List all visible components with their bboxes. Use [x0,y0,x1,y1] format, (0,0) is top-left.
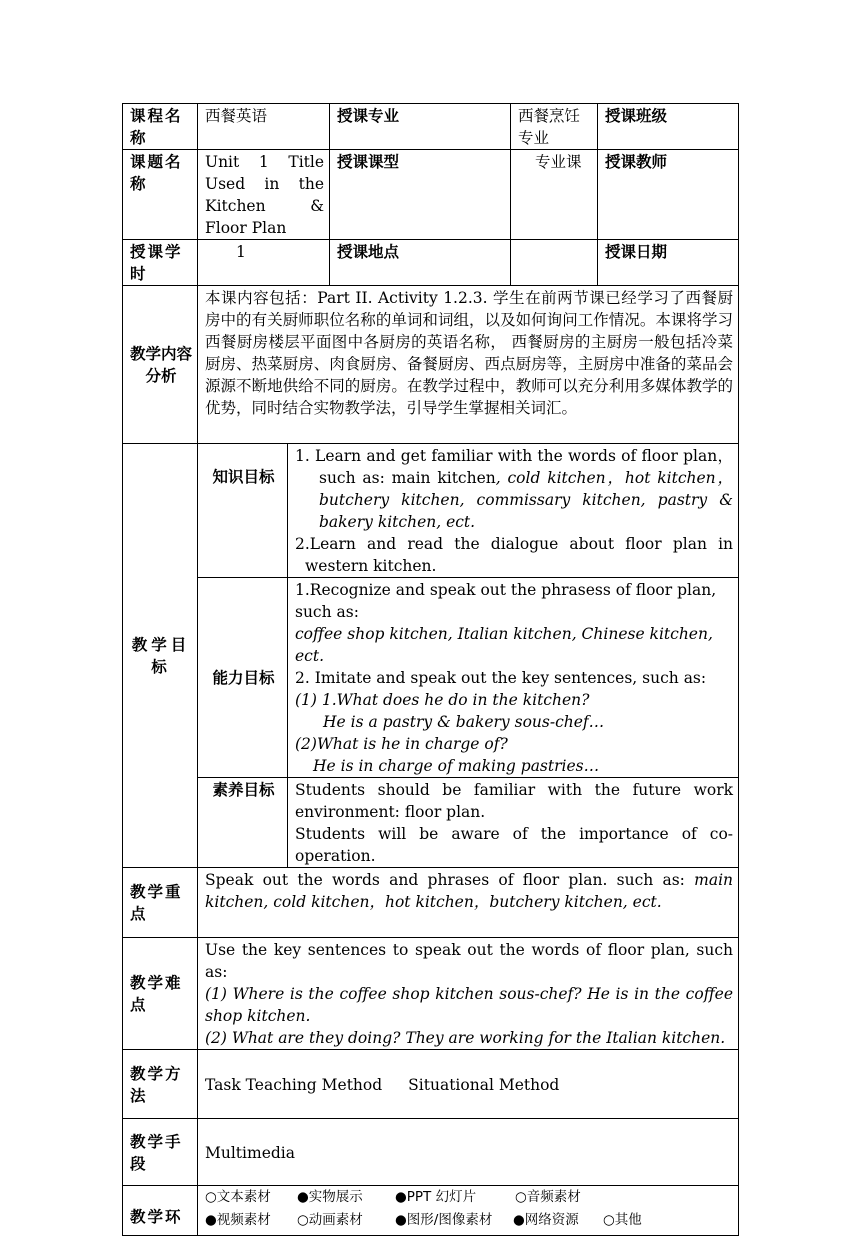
class-label: 授课班级 [598,104,739,150]
environment-row-1 [205,1186,733,1209]
env-option-ppt: ●PPT 幻灯片 [395,1189,477,1205]
content-analysis-text: 本课内容包括：Part II. Activity 1.2.3. 学生在前两节课已经学习了西餐厨房中的有关厨师职位名称的单词和词组，以及如何询问工作情况。本课将学习西餐厨房楼层平面图中各厨房的英语名称， 西餐厨房的主厨房一般包括冷菜厨房、热菜厨房、肉食厨房、备餐厨房、西点厨房等，主厨房中准备的菜品会源源不断地供给不同的厨房。在教学过程中，教师可以充分利用多媒体教学的优势，同时结合实物教学法，引导学生掌握相关词汇。 [198,286,739,444]
key-points-label: 教学重点 [123,868,198,938]
method-1: Task Teaching Method [205,1075,383,1094]
major-value: 西餐烹饪专业 [511,104,598,150]
row-environment [123,1186,739,1236]
knowledge-label: 知识目标 [198,444,288,578]
knowledge-item-1-num: 1. [295,447,310,465]
literacy-label: 素养目标 [198,778,288,868]
ability-content [288,578,739,778]
hours-value: 1 [198,240,330,286]
literacy-content [288,778,739,868]
row-course [123,104,739,150]
row-key-points [123,868,739,938]
topic-value: Unit 1 Title Used in the Kitchen & Floor Plan [198,150,330,240]
environment-content [198,1186,739,1236]
env-option-image: ●图形/图像素材 [395,1212,493,1228]
literacy-line-2: Students will be aware of the importance of co-operation. [295,825,734,865]
knowledge-item-2: 2.Learn and read the dialogue about floor plan in western kitchen. [295,535,734,575]
lesson-plan-table [122,103,739,1236]
env-option-object: ●实物展示 [297,1189,363,1205]
difficulties-line-2: (1) Where is the coffee shop kitchen sous-chef? He is in the coffee shop kitchen. [205,985,734,1025]
ability-line-2: coffee shop kitchen, Italian kitchen, Chinese kitchen, ect. [295,625,713,665]
methods-content [198,1050,739,1119]
environment-label: 教学环 [123,1186,198,1236]
hours-label: 授课学时 [123,240,198,286]
row-hours [123,240,739,286]
row-literacy-objective [123,778,739,868]
topic-label: 课题名称 [123,150,198,240]
environment-row-2 [205,1209,733,1232]
ability-line-7: He is in charge of making pastries… [313,757,600,775]
env-option-animation: ○动画素材 [297,1212,363,1228]
type-value: 专业课 [511,150,598,240]
course-name-value: 西餐英语 [198,104,330,150]
methods-label: 教学方法 [123,1050,198,1119]
row-methods [123,1050,739,1119]
knowledge-item-1-text: Learn and get familiar with the words of floor plan，such as: main kitchen [315,447,734,487]
major-label: 授课专业 [330,104,511,150]
env-option-web: ●网络资源 [513,1212,579,1228]
env-option-text: ○文本素材 [205,1189,271,1205]
ability-line-4: (1) 1.What does he do in the kitchen? [295,691,590,709]
content-analysis-label: 教学内容分析 [123,286,198,444]
date-label: 授课日期 [598,240,739,286]
row-means [123,1119,739,1186]
difficulties-line-3: (2) What are they doing? They are working for the Italian kitchen. [205,1029,726,1047]
row-topic [123,150,739,240]
ability-line-6: (2)What is he in charge of? [295,735,508,753]
row-knowledge-objective [123,444,739,578]
literacy-line-1: Students should be familiar with the future work environment: floor plan. [295,781,734,821]
method-2: Situational Method [408,1075,560,1094]
ability-line-5: He is a pastry & bakery sous-chef… [323,713,605,731]
ability-line-1: 1.Recognize and speak out the phrasess of floor plan, such as: [295,581,717,621]
teacher-label: 授课教师 [598,150,739,240]
difficulties-line-1: Use the key sentences to speak out the words of floor plan, such as: [205,941,734,981]
difficulties-content [198,938,739,1050]
objectives-label: 教学目标 [123,444,198,868]
ability-label: 能力目标 [198,578,288,778]
means-text: Multimedia [198,1119,739,1186]
means-label: 教学手段 [123,1119,198,1186]
key-points-italic: main kitchen, cold kitchen，hot kitchen，butchery kitchen, ect. [205,871,734,911]
row-difficulties [123,938,739,1050]
place-label: 授课地点 [330,240,511,286]
knowledge-content [288,444,739,578]
row-ability-objective [123,578,739,778]
env-option-video: ●视频素材 [205,1212,271,1228]
course-name-label: 课程名称 [123,104,198,150]
difficulties-label: 教学难点 [123,938,198,1050]
knowledge-item-1-italic: , cold kitchen，hot kitchen，butchery kitchen, commissary kitchen, pastry & bakery kitchen, ect. [319,469,734,531]
knowledge-item-1 [295,445,733,533]
type-label: 授课课型 [330,150,511,240]
key-points-text: Speak out the words and phrases of floor plan. such as: [205,871,695,889]
row-content-analysis [123,286,739,444]
place-value [511,240,598,286]
env-option-audio: ○音频素材 [515,1189,581,1205]
env-option-other: ○其他 [603,1212,642,1228]
key-points-content [198,868,739,938]
ability-line-3: 2. Imitate and speak out the key sentences, such as: [295,669,707,687]
